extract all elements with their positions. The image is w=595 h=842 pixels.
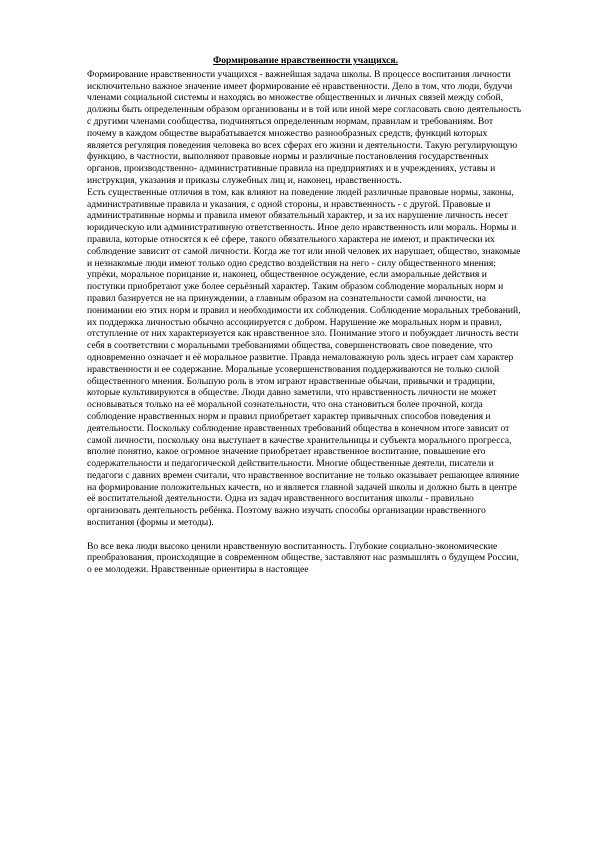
document-body [87, 55, 524, 576]
paragraph-main: Есть существенные отличия в том, как влияют на поведение людей различные правовые нормы, законы, административные правила и указания, с одной стороны, и нравственность - с другой. Правовые и административные нормы и правила имеют обязательный характер, и за их нарушение личность несет юридическую или административную ответственность. Иное дело нравственность или мораль. Нормы и правила, которые относятся к её сфере, такого обязательного характера не имеют, и практически их соблюдение зависит от самой личности. Когда же тот или иной человек их нарушает, общество, знакомые и незнакомые люди имеют только одно средство воздействия на него - силу общественного мнения; упрёки, моральное порицание и, наконец, общественное осуждение, если аморальные действия и поступки приобретают уже более серьёзный характер. Таким образом соблюдение моральных норм и правил базируется не на принуждении, а главным образом на сознательности самой личности, на понимании ею этих норм и правил и необходимости их соблюдения. Соблюдение моральных требований, их поддержка личностью обычно ассоциируется с добром. Нарушение же моральных норм и правил, отступление от них характеризуется как нравственное зло. Понимание этого и побуждает личность вести себя в соответствии с моральными требованиями общества, совершенствовать свое поведение, что одновременно означает и её моральное развитие. Правда немаловажную роль здесь играет сам характер нравственности и ее содержание. Моральные усовершенствования поддерживаются не только силой общественного мнения. Большую роль в этом играют нравственные обычаи, привычки и традиции, которые культивируются в обществе. Люди давно заметили, что нравственность личности не может основываться только на её моральной сознательности, что она становиться более прочной, когда соблюдение нравственных норм и правил приобретает характер привычных способов поведения и деятельности. Поскольку соблюдение нравственных требований общества в конечном итоге зависит от самой личности, поскольку она выступает в качестве хранительницы и субъекта морального прогресса, вполне понятно, какое огромное значение приобретает нравственное воспитание, повышение его содержательности и педагогической действительности. Многие общественные деятели, писатели и педагоги с давних времен считали, что нравственное воспитание не только оказывает решающее влияние на формирование положительных качеств, но и является главной задачей школы и должно быть в центре её воспитательной деятельности. Одна из задач нравственного воспитания школы - правильно организовать деятельность ребёнка. Поэтому важно изучать способы организации нравственного воспитания (формы и методы). [87, 186, 521, 529]
paragraph-intro: Формирование нравственности учащихся - важнейшая задача школы. В процессе воспитания личности исключительно важное значение имеет формирование её нравственности. Дело в том, что люди, будучи членами социальной системы и находясь во множестве общественных и личных связей между собой, должны быть определенным образом организованы и в той или иной мере согласовать свою деятельность с другими членами сообщества, подчиняться определенным нормам, правилам и требованиям. Вот почему в каждом обществе вырабатывается множество разнообразных средств, функций которых является регуляция поведения человека во всех сферах его жизни и деятельности. Такую регулирующую функцию, в частности, выполняют правовые нормы и различные постановления государственных органов, производственно- административные правила на предприятиях и в учреждениях, уставы и инструкция, указания и приказы служебных лиц и, наконец, нравственность. [87, 68, 522, 186]
document-title: Формирование нравственности учащихся. [213, 55, 398, 66]
paragraph-closing: Во все века люди высоко ценили нравственную воспитанность. Глубокие социально-экономические преобразования, происходящие в современном обществе, заставляют нас размышлять о будущем России, о ее молодежи. Нравственные ориентиры в настоящее [87, 540, 519, 576]
